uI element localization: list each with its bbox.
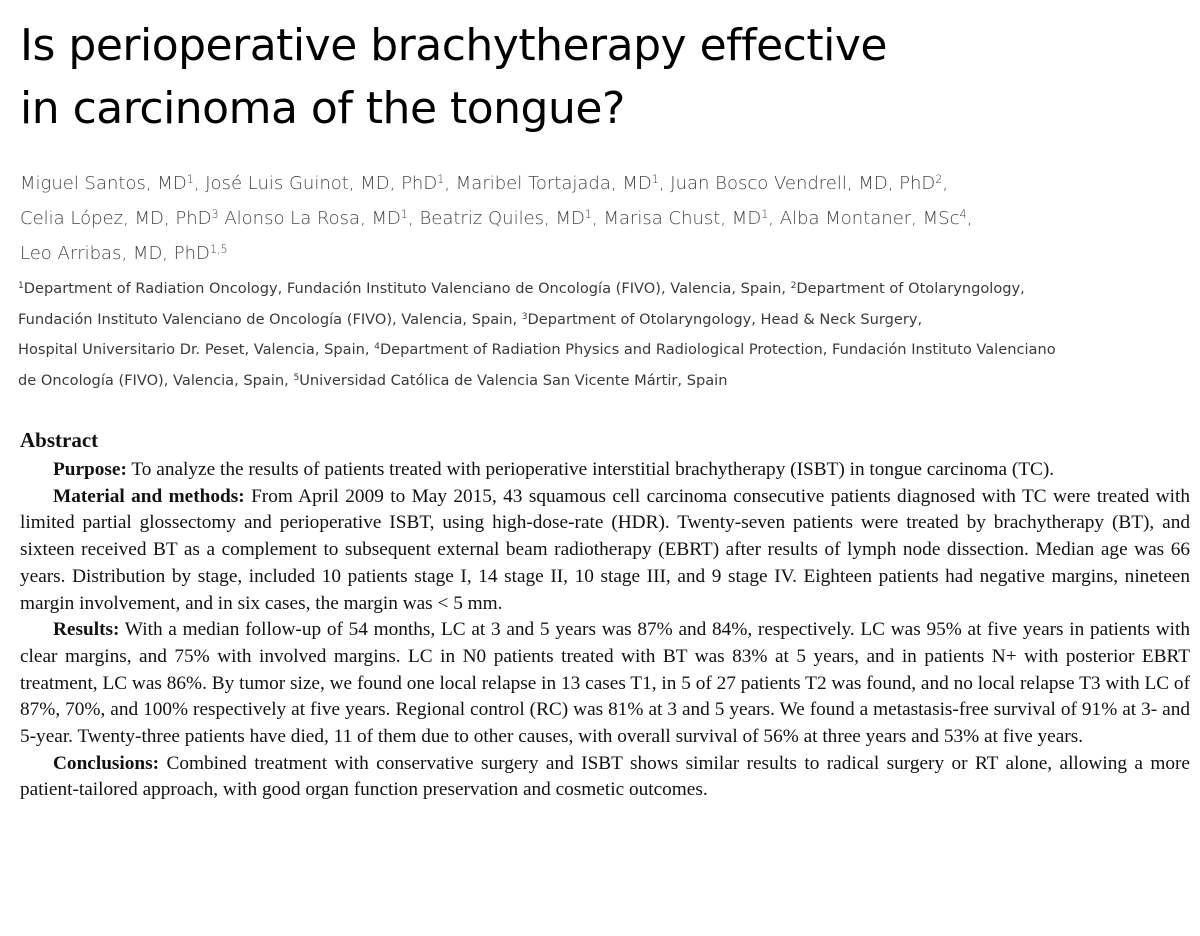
author-separator: , [942,173,949,194]
results-label: Results: [53,619,120,641]
author-name: Alba Montaner, MSc [779,208,960,229]
abstract-conclusions [20,751,1190,804]
author-name: José Luis Guinot, MD, PhD [205,173,438,194]
author-affiliation-number: 1 [584,207,592,221]
affiliation-text: Hospital Universitario Dr. Peset, Valencia, Spain, [18,341,375,358]
affiliation-text: Department of Otolaryngology, [796,280,1025,297]
author-list [20,166,1190,271]
affiliation-text: Fundación Instituto Valenciano de Oncología (FIVO), Valencia, Spain, [18,310,522,328]
affiliation-number: 1 [18,281,24,292]
abstract-results [20,617,1190,751]
abstract-heading: Abstract [20,428,99,452]
article-title [20,14,1190,140]
author-separator: , [408,208,420,229]
conclusions-label: Conclusions: [53,752,160,774]
author-separator: , [444,173,456,194]
affiliation-text: Universidad Católica de Valencia San Vicente Mártir, Spain [299,371,728,389]
author-affiliation-number: 1 [437,172,445,186]
author-name: Maribel Tortajada, MD [455,173,652,194]
author-name: Beatriz Quiles, MD [419,208,585,229]
author-affiliation-number: 1,5 [209,242,228,256]
affiliation-number: 2 [790,281,797,292]
author-line-2 [20,201,1190,236]
author-affiliation-number: 3 [211,207,219,221]
abstract-purpose [20,457,1190,484]
affiliation-text: Department of Radiation Oncology, Fundación Instituto Valenciano de Oncología (FIVO), Valencia, Spain, [23,280,791,297]
affiliation-text: de Oncología (FIVO), Valencia, Spain, [18,371,294,389]
author-affiliation-number: 4 [959,207,967,221]
author-separator: , [193,173,206,194]
affiliation-line-4 [18,366,1193,397]
author-affiliation-number: 1 [651,172,659,186]
affiliation-text: Department of Otolaryngology, Head & Neck Surgery, [527,310,923,328]
abstract [20,425,1190,804]
author-line-3 [20,236,1190,271]
purpose-label: Purpose: [53,459,127,480]
author-affiliation-number: 1 [400,207,409,221]
author-separator: , [966,208,973,229]
author-separator: , [658,173,671,194]
author-separator: , [591,208,604,229]
title-line-1: Is perioperative brachytherapy effective [20,20,887,71]
author-name: Celia López, MD, PhD [20,208,212,229]
affiliation-line-3 [18,335,1193,366]
author-affiliation-number: 1 [761,207,769,221]
author-separator: , [768,208,780,229]
affiliation-line-1 [18,274,1193,305]
author-name: Miguel Santos, MD [20,173,187,194]
abstract-methods [20,484,1190,618]
affiliation-number: 3 [521,311,528,322]
results-text: With a median follow-up of 54 months, LC at 3 and 5 years was 87% and 84%, respectively. LC was 95% at five years in patients with clear margins, and 75% with involved margins. LC in N0 patients treated with BT was 83% at 5 years, and in patients N+ with posterior EBRT treatment, LC was 86%. By tumor size, we found one local relapse in 13 cases T1, in 5 of 27 patients T2 was found, and no local relapse T3 with LC of 87%, 70%, and 100% respectively at five years. Regional control (RC) was 81% at 3 and 5 years. We found a metastasis-free survival of 91% at 3- and 5-year. Twenty-three patients have died, 11 of them due to other causes, with overall survival of 56% at three years and 53% at five years. [20,619,1190,748]
affiliation-number: 5 [293,372,300,383]
affiliation-text: Department of Radiation Physics and Radiological Protection, Fundación Instituto Valenciano [379,341,1056,358]
author-name: Alonso La Rosa, MD [224,208,401,229]
affiliations [18,274,1193,396]
author-name: Marisa Chust, MD [603,208,762,229]
title-line-2: in carcinoma of the tongue? [20,83,625,134]
conclusions-text: Combined treatment with conservative surgery and ISBT shows similar results to radical surgery or RT alone, allowing a more patient-tailored approach, with good organ function preservation and cosmetic outcomes. [20,752,1190,801]
methods-text: From April 2009 to May 2015, 43 squamous cell carcinoma consecutive patients diagnosed with TC were treated with limited partial glossectomy and perioperative ISBT, using high-dose-rate (HDR). Twenty-seven patients were treated by brachytherapy (BT), and sixteen received BT as a complement to subsequent external beam radiotherapy (EBRT) after results of lymph node dissection. Median age was 66 years. Distribution by stage, included 10 patients stage I, 14 stage II, 10 stage III, and 9 stage IV. Eighteen patients had negative margins, nineteen margin involvement, and in six cases, the margin was < 5 mm. [20,485,1190,614]
author-affiliation-number: 2 [935,172,943,186]
author-name: Leo Arribas, MD, PhD [20,243,210,264]
affiliation-number: 4 [374,342,380,353]
author-name: Juan Bosco Vendrell, MD, PhD [670,173,936,194]
methods-label: Material and methods: [53,485,245,507]
purpose-text: To analyze the results of patients treated with perioperative interstitial brachytherapy (ISBT) in tongue carcinoma (TC). [126,459,1055,480]
author-line-1 [20,166,1190,201]
affiliation-line-2 [18,305,1193,336]
author-affiliation-number: 1 [186,172,194,186]
